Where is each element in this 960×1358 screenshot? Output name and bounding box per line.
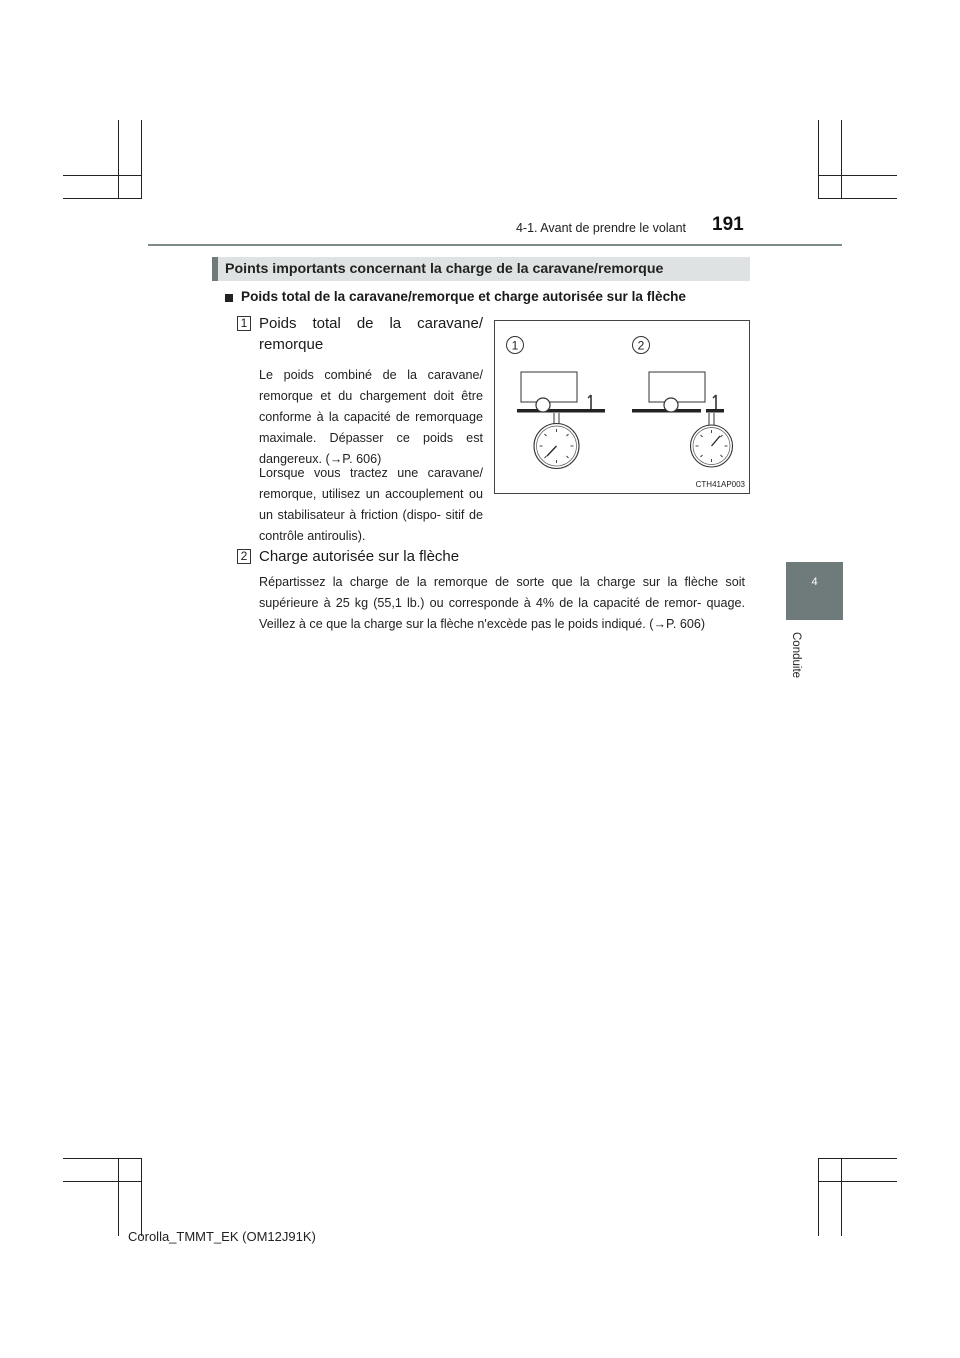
- crop-mark: [841, 120, 842, 198]
- figure-code: CTH41AP003: [695, 480, 745, 489]
- trailer-load-illustration: [495, 321, 749, 493]
- crop-mark: [63, 1158, 142, 1159]
- trailer-total-weight: [517, 372, 605, 469]
- section-title: Points importants concernant la charge de la caravane/remorque: [225, 261, 664, 277]
- item-number-badge: 2: [237, 549, 251, 564]
- section-banner: [212, 257, 750, 281]
- trailer-tongue-load: [632, 372, 733, 467]
- banner-accent: [212, 257, 218, 281]
- crop-mark: [818, 1181, 897, 1182]
- crop-mark: [118, 120, 119, 198]
- item-title: [259, 313, 483, 355]
- item-paragraph: Lorsque vous tractez une caravane/ remorque, utilisez un accouplement ou un stabilisateur à friction (dispo- sitif de contrôle antiroulis).: [259, 466, 483, 543]
- figure-label-1: [507, 337, 524, 354]
- header-divider: [148, 244, 842, 246]
- crop-mark: [141, 120, 142, 198]
- chapter-title: 4-1. Avant de prendre le volant: [515, 221, 686, 235]
- chapter-tab-number: 4: [811, 576, 818, 588]
- chapter-tab: [786, 562, 843, 620]
- crop-mark: [818, 120, 819, 198]
- crop-mark: [841, 1158, 842, 1236]
- svg-text:1: 1: [511, 338, 519, 353]
- figure-label-2: [633, 337, 650, 354]
- crop-mark: [118, 1158, 119, 1236]
- item-paragraph: Répartissez la charge de la remorque de sorte que la charge sur la flèche soit supérieure à 25 kg (55,1 lb.) ou corresponde à 4% de la capacité de remor- quage. Veillez à ce que la charge sur la flèche n'excède pas le poids indiqué. (→P. 606): [259, 575, 745, 631]
- item-title-line: remorque: [259, 336, 324, 353]
- crop-mark: [818, 1158, 897, 1159]
- crop-mark: [63, 198, 142, 199]
- item-number-badge: 1: [237, 316, 251, 331]
- crop-mark: [63, 1181, 142, 1182]
- subheading: Poids total de la caravane/remorque et charge autorisée sur la flèche: [241, 289, 686, 304]
- crop-mark: [63, 175, 142, 176]
- crop-mark: [818, 198, 897, 199]
- svg-text:2: 2: [637, 338, 645, 353]
- crop-mark: [141, 1158, 142, 1236]
- crop-mark: [818, 175, 897, 176]
- chapter-tab-label-text: Conduite: [790, 632, 802, 679]
- square-bullet-icon: [225, 294, 233, 302]
- chapter-tab-label: [790, 632, 804, 692]
- item-title-line: Poids total de la caravane/: [259, 315, 483, 332]
- item-title: Charge autorisée sur la flèche: [259, 548, 460, 565]
- crop-mark: [818, 1158, 819, 1236]
- page-number: 191: [712, 214, 744, 235]
- footer-document-id: Corolla_TMMT_EK (OM12J91K): [128, 1229, 316, 1244]
- trailer-load-figure: [494, 320, 750, 494]
- item-paragraph: Le poids combiné de la caravane/ remorque et du chargement doit être conforme à la capacité de remorquage maximale. Dépasser ce poids est dangereux. (→P. 606): [259, 368, 483, 466]
